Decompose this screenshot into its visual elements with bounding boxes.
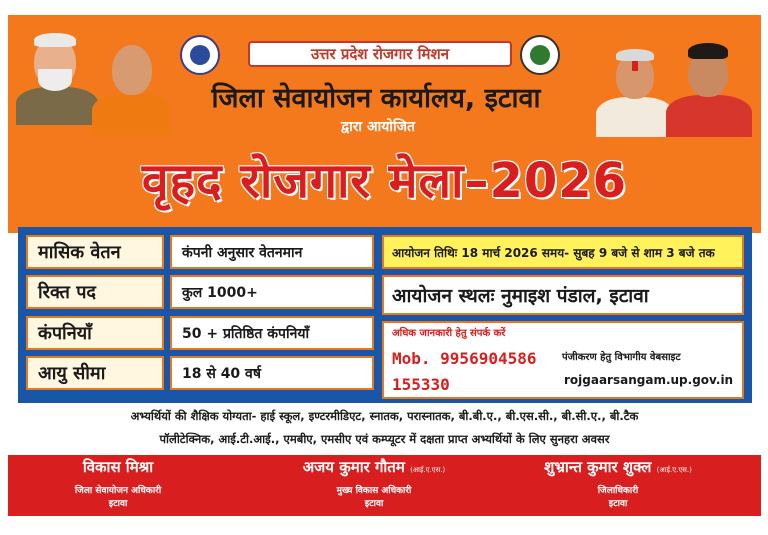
qualification-line-1: अभ्यर्थियों की शैक्षिक योग्यता- हाई स्कूल, इण्टरमीडिएट, स्नातक, परास्नातक, बी.बी.ए., बी.एस.सी., बी.सी.ए., बी.टैक xyxy=(130,409,639,423)
registration-heading: पंजीकरण हेतु विभागीय वेबसाइट xyxy=(562,352,681,363)
officer-name: अजय कुमार गौतम xyxy=(302,458,405,476)
officer-place: इटावा xyxy=(608,499,628,509)
officer-designation: मुख्य विकास अधिकारी xyxy=(336,486,412,496)
portrait-left-2 xyxy=(86,35,176,135)
qualification-line-2: पॉलीटेक्निक, आई.टी.आई., एमबीए, एमसीए एवं कम्प्यूटर में दक्षता प्राप्त अभ्यर्थियों के लिए सुनहरा अवसर xyxy=(159,432,610,446)
officers-footer xyxy=(8,455,761,516)
vacancies-label: रिक्त पद xyxy=(26,275,164,309)
officer-name: विकास मिश्रा xyxy=(82,458,154,476)
job-fair-poster xyxy=(8,15,761,516)
up-state-emblem-icon xyxy=(520,35,560,75)
event-title: वृहद रोजगार मेला–2026 xyxy=(141,153,628,209)
website-link[interactable]: rojgaarsangam.up.gov.in xyxy=(564,373,734,387)
office-title: जिला सेवायोजन कार्यालय, इटावा xyxy=(211,83,541,114)
contact-heading: अधिक जानकारी हेतु संपर्क करें xyxy=(392,328,506,339)
poster-header xyxy=(8,15,761,233)
contact-box xyxy=(382,321,744,399)
officer-employment xyxy=(8,457,228,509)
officer-cdo xyxy=(264,457,484,509)
companies-value: 50 + प्रतिष्ठित कंपनियाँ xyxy=(170,316,374,350)
salary-label: मासिक वेतन xyxy=(26,235,164,269)
mission-banner: उत्तर प्रदेश रोजगार मिशन xyxy=(248,41,512,67)
qualification-text xyxy=(8,405,761,451)
age-limit-label: आयु सीमा xyxy=(26,356,164,390)
event-date-time: आयोजन तिथिः 18 मार्च 2026 समय- सुबह 9 बजे से शाम 3 बजे तक xyxy=(382,235,744,269)
officer-place: इटावा xyxy=(108,499,128,509)
officer-suffix: (आई.ए.एस.) xyxy=(410,466,446,474)
officer-place: इटावा xyxy=(364,499,384,509)
companies-label: कंपनियाँ xyxy=(26,316,164,350)
age-limit-value: 18 से 40 वर्ष xyxy=(170,356,374,390)
helpline-number[interactable]: 155330 xyxy=(392,375,450,394)
officer-designation: जिलाधिकारी xyxy=(597,486,639,496)
info-panel xyxy=(18,227,752,403)
employment-emblem-icon xyxy=(180,35,220,75)
mobile-number[interactable]: Mob. 9956904586 xyxy=(392,349,537,368)
officer-dm xyxy=(508,457,728,509)
portrait-right-2 xyxy=(660,37,756,137)
salary-value: कंपनी अनुसार वेतनमान xyxy=(170,235,374,269)
officer-suffix: (आई.ए.एस.) xyxy=(656,466,692,474)
vacancies-value: कुल 1000+ xyxy=(170,275,374,309)
organised-by-text: द्वारा आयोजित xyxy=(341,119,415,135)
officer-name: शुभ्रान्त कुमार शुक्ल xyxy=(544,458,652,476)
event-venue: आयोजन स्थलः नुमाइश पंडाल, इटावा xyxy=(382,275,744,315)
officer-designation: जिला सेवायोजन अधिकारी xyxy=(74,486,162,496)
